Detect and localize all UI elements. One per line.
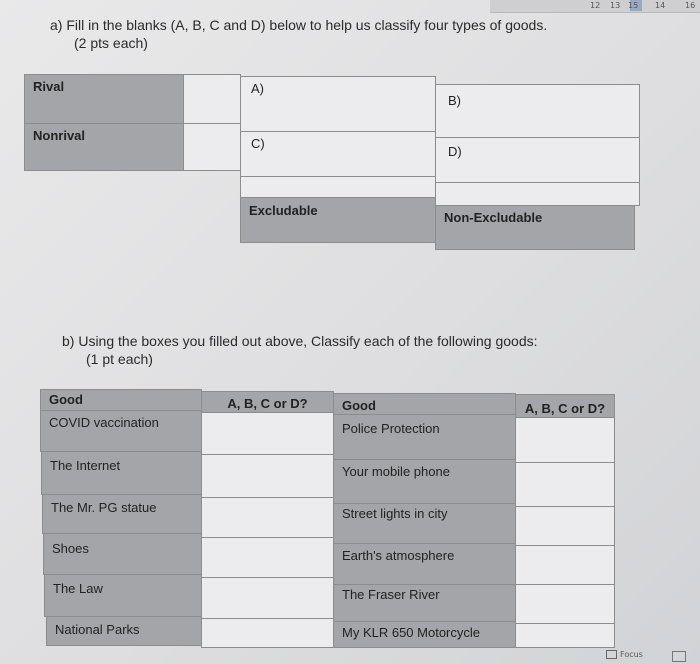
row-label-nonrival: Nonrival: [24, 123, 184, 171]
good-item-left: The Law: [44, 574, 202, 617]
cell-c[interactable]: C): [240, 131, 436, 177]
good-item-right: Earth's atmosphere: [333, 543, 516, 585]
answer-input-right[interactable]: [515, 545, 615, 585]
answer-input-right[interactable]: [515, 506, 615, 546]
spacer-cell: [435, 182, 640, 206]
answer-input-left[interactable]: [201, 454, 334, 498]
header-good-right: Good: [333, 393, 516, 415]
ruler-tick: 14: [655, 1, 666, 10]
ruler: [490, 0, 700, 13]
question-a: [50, 16, 670, 52]
ruler-tick: 15: [628, 1, 639, 10]
answer-input-right[interactable]: [515, 462, 615, 507]
ruler-tick: 13: [610, 1, 621, 10]
col-label-excludable: Excludable: [240, 197, 436, 243]
good-item-left: COVID vaccination: [40, 410, 202, 452]
question-a-text: a) Fill in the blanks (A, B, C and D) below to help us classify four types of goods.: [50, 17, 548, 33]
answer-input-left[interactable]: [201, 577, 334, 619]
focus-mode-button[interactable]: [606, 650, 643, 659]
question-a-points: (2 pts each): [74, 35, 148, 51]
answer-input-right[interactable]: [515, 417, 615, 463]
focus-icon: [606, 650, 617, 659]
header-answer-right: A, B, C or D?: [515, 394, 615, 418]
question-b: [62, 332, 662, 368]
answer-input-left[interactable]: [201, 618, 334, 648]
layout-view-icon[interactable]: [672, 651, 686, 662]
ruler-tick: 12: [590, 1, 601, 10]
cell-b[interactable]: B): [435, 84, 640, 138]
good-item-right: My KLR 650 Motorcycle: [333, 621, 516, 648]
good-item-right: Police Protection: [333, 414, 516, 460]
good-item-left: Shoes: [43, 533, 202, 575]
answer-input-left[interactable]: [201, 537, 334, 578]
answer-input-left[interactable]: [201, 412, 334, 455]
good-item-right: The Fraser River: [333, 584, 516, 622]
question-b-text: b) Using the boxes you filled out above, Classify each of the following goods:: [62, 333, 538, 349]
row-gap-cell: [183, 74, 241, 124]
cell-d[interactable]: D): [435, 137, 640, 183]
header-good-left: Good: [40, 389, 202, 411]
good-item-right: Street lights in city: [333, 503, 516, 544]
answer-input-right[interactable]: [515, 584, 615, 624]
good-item-left: The Mr. PG statue: [42, 494, 202, 534]
row-gap-cell: [183, 123, 241, 171]
answer-input-left[interactable]: [201, 497, 334, 538]
row-label-rival: Rival: [24, 74, 184, 124]
good-item-right: Your mobile phone: [333, 459, 516, 504]
col-label-non-excludable: Non-Excludable: [435, 205, 635, 250]
good-item-left: National Parks: [46, 616, 202, 646]
good-item-left: The Internet: [41, 451, 202, 495]
spacer-cell: [240, 176, 436, 198]
ruler-tick: 16: [685, 1, 696, 10]
focus-label: Focus: [620, 650, 643, 659]
header-answer-left: A, B, C or D?: [201, 391, 334, 413]
answer-input-right[interactable]: [515, 623, 615, 648]
question-b-points: (1 pt each): [86, 351, 153, 367]
cell-a[interactable]: A): [240, 76, 436, 132]
